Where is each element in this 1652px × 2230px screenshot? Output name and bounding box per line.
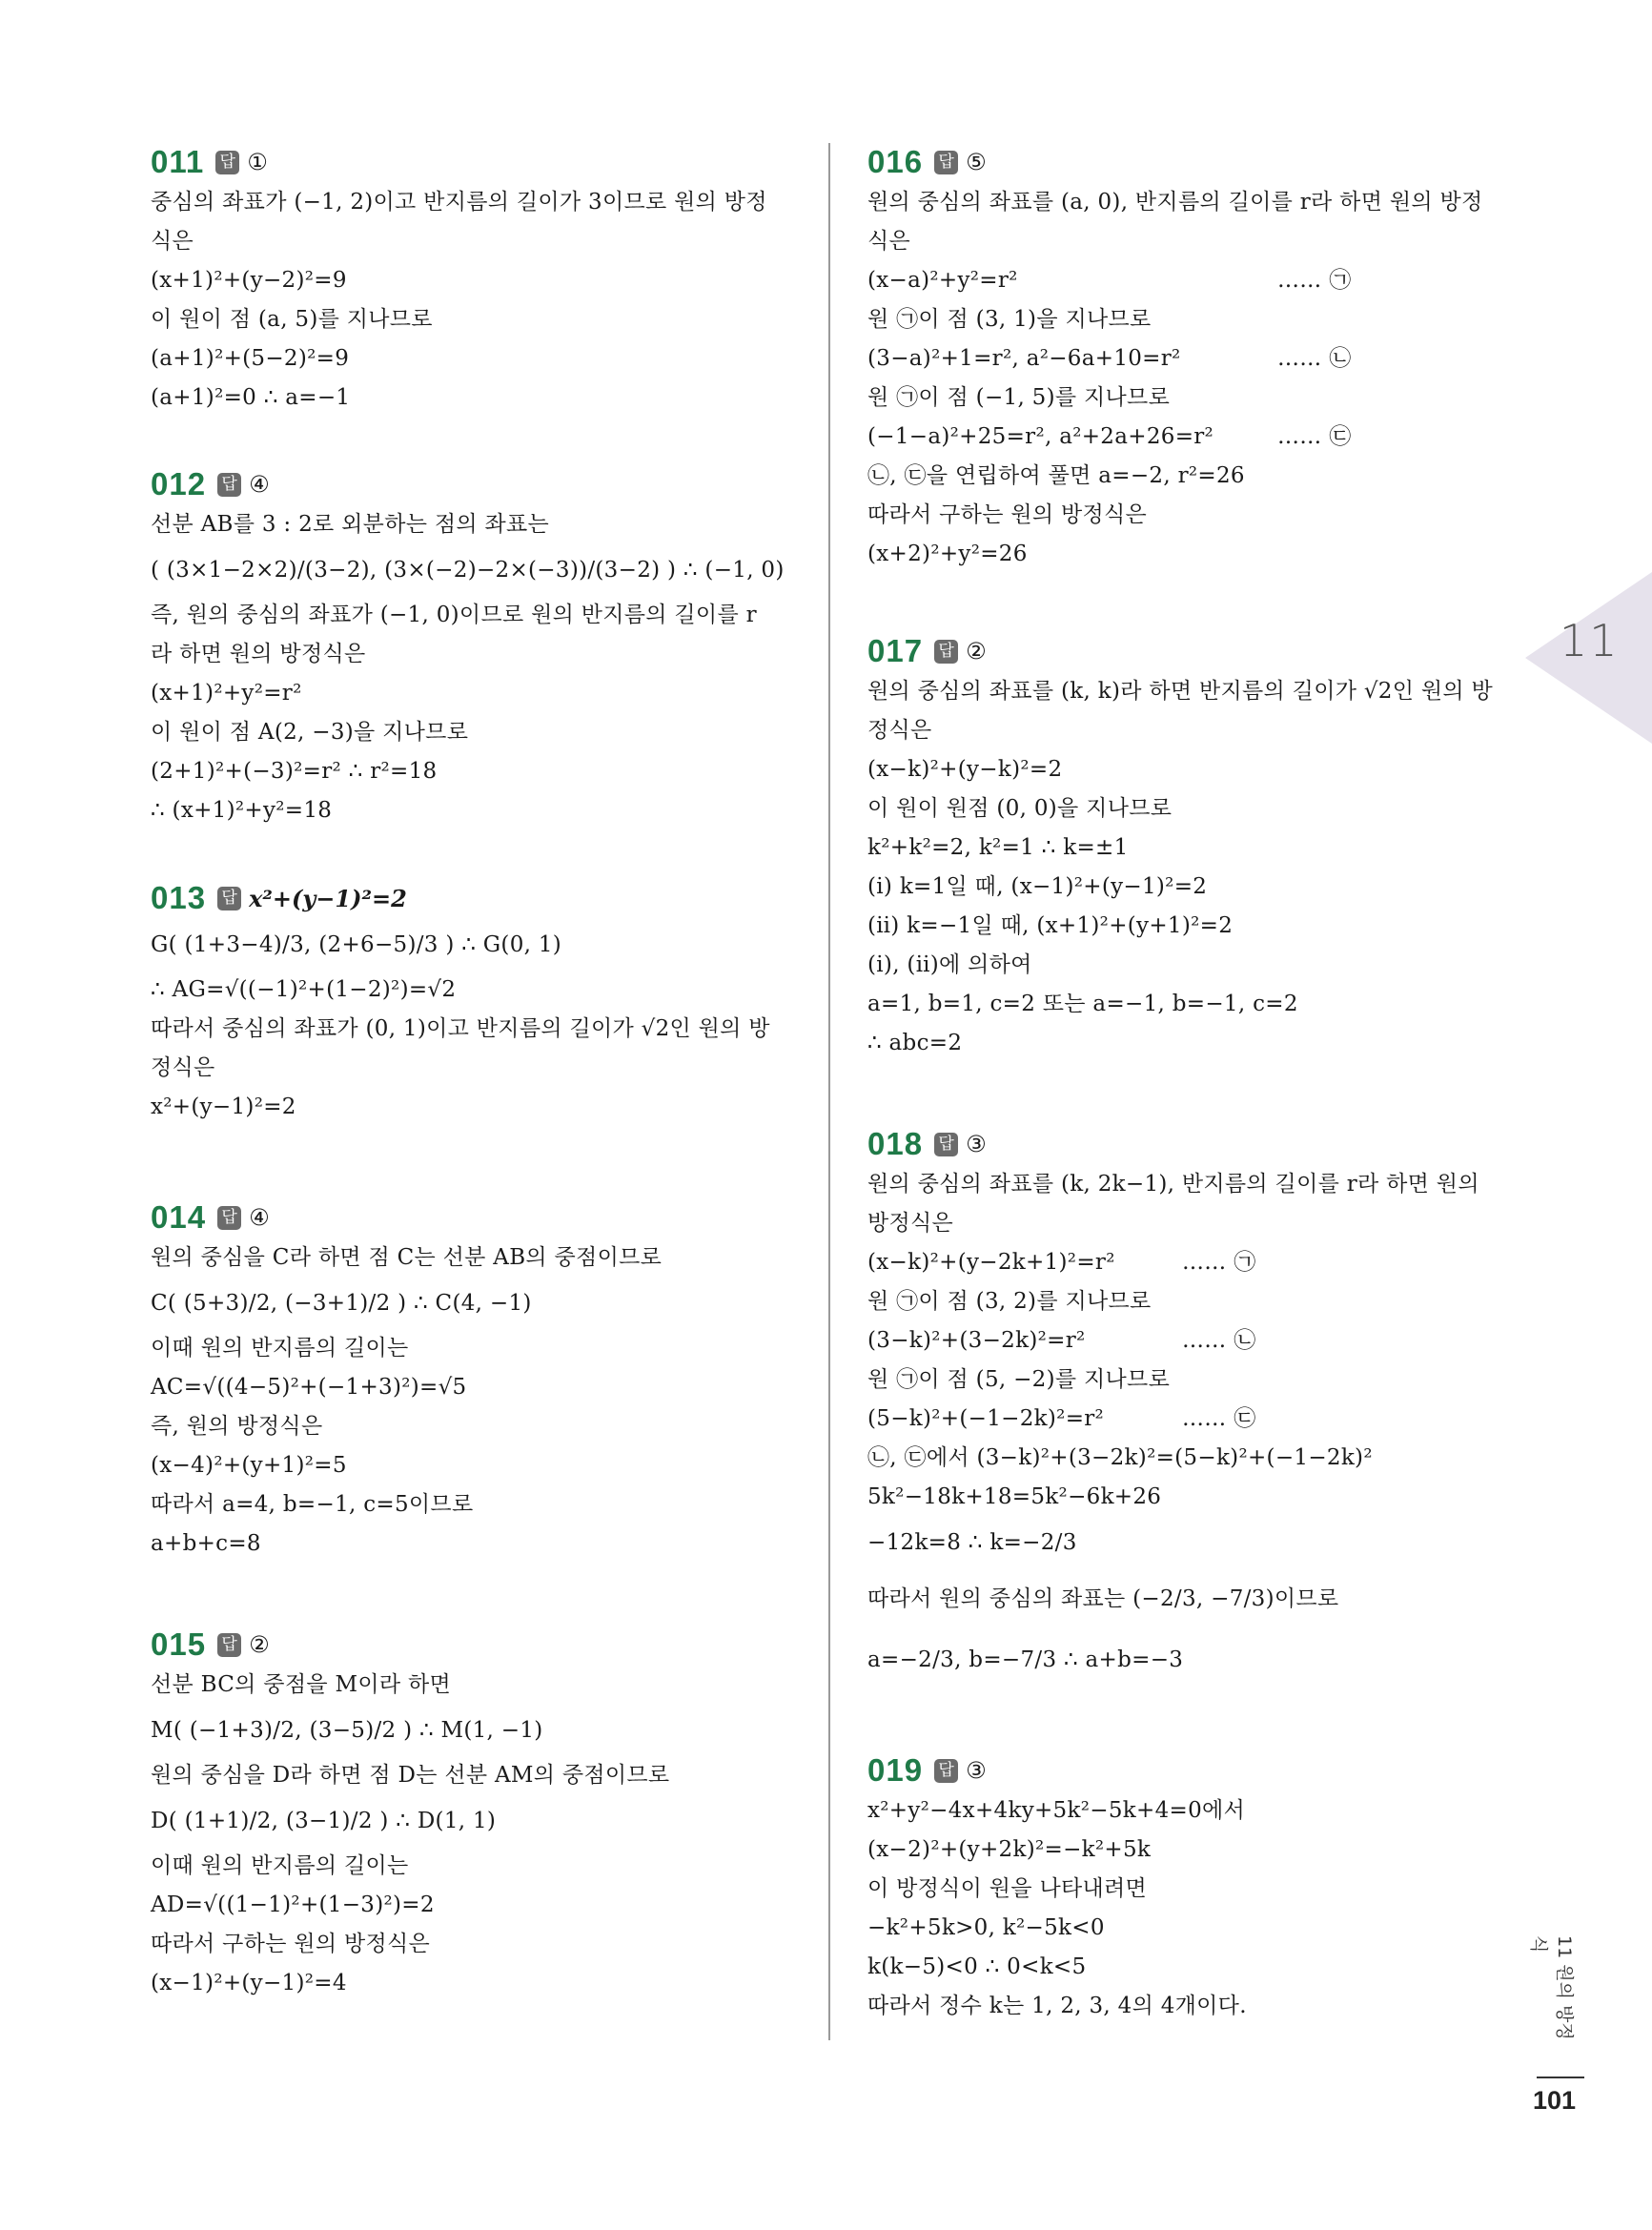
solution-line: 원의 중심의 좌표를 (k, k)라 하면 반지름의 길이가 √2인 원의 방 <box>867 679 1494 704</box>
page-number: 101 <box>1533 2086 1577 2115</box>
solution-line: 식은 <box>867 229 911 254</box>
solution-line: ∴ abc=2 <box>867 1031 963 1055</box>
solution-line <box>867 418 1506 457</box>
solution-line: 이 원이 원점 (0, 0)을 지나므로 <box>867 796 1173 821</box>
solution-line: k²+k²=2, k²=1 ∴ k=±1 <box>867 835 1129 860</box>
solution-line: 선분 BC의 중점을 M이라 하면 <box>151 1672 452 1697</box>
solution-line: (x+1)²+y²=r² <box>151 681 302 706</box>
solution-line: 따라서 중심의 좌표가 (0, 1)이고 반지름의 길이가 √2인 원의 방 <box>151 1016 770 1041</box>
solution-line <box>867 1321 1506 1361</box>
solution-line: 이때 원의 반지름의 길이는 <box>151 1853 409 1878</box>
solution-line: ㉡, ㉢을 연립하여 풀면 a=−2, r²=26 <box>867 463 1245 488</box>
solution-line <box>867 1243 1506 1282</box>
problem-016 <box>867 143 1506 574</box>
solution-line: x²+y²−4x+4ky+5k²−5k+4=0에서 <box>867 1798 1246 1823</box>
solution-line: 중심의 좌표가 (−1, 2)이고 반지름의 길이가 3이므로 원의 방정 <box>151 190 767 215</box>
column-divider <box>828 143 830 2040</box>
solution-line: 원의 중심을 C라 하면 점 C는 선분 AB의 중점이므로 <box>151 1245 663 1270</box>
problem-019 <box>867 1751 1506 2026</box>
solution-line: (ⅱ) k=−1일 때, (x+1)²+(y+1)²=2 <box>867 913 1234 938</box>
solution-line: k(k−5)<0 ∴ 0<k<5 <box>867 1954 1087 1979</box>
solution-line: 선분 AB를 3 : 2로 외분하는 점의 좌표는 <box>151 512 550 537</box>
solution-line: 식은 <box>151 229 194 254</box>
solution-line: AD=√((1−1)²+(1−3)²)=2 <box>151 1892 435 1917</box>
equation-mark: …… ㉡ <box>1182 1328 1256 1353</box>
solution-line: 이때 원의 반지름의 길이는 <box>151 1336 409 1361</box>
problem-018 <box>867 1125 1506 1690</box>
solution-line: a=−2/3, b=−7/3 ∴ a+b=−3 <box>867 1647 1184 1672</box>
solution-line: a=1, b=1, c=2 또는 a=−1, b=−1, c=2 <box>867 992 1298 1016</box>
answer: ② <box>249 1631 270 1658</box>
problem-number: 012 <box>151 466 207 501</box>
equation-mark: …… ㉢ <box>1182 1406 1256 1431</box>
problem-number: 013 <box>151 880 207 915</box>
solution-line: ㉡, ㉢에서 (3−k)²+(3−2k)²=(5−k)²+(−1−2k)² <box>867 1445 1373 1470</box>
solution-line: 라 하면 원의 방정식은 <box>151 642 366 666</box>
solution-line: −12k=8 ∴ k=−2/3 <box>867 1530 1077 1555</box>
solution-line: (x+1)²+(y−2)²=9 <box>151 268 347 293</box>
equation-mark: …… ㉢ <box>1277 424 1352 449</box>
solution-line: x²+(y−1)²=2 <box>151 1095 296 1119</box>
solution-line: 즉, 원의 중심의 좌표가 (−1, 0)이므로 원의 반지름의 길이를 r <box>151 603 757 627</box>
equation: (3−k)²+(3−2k)²=r² <box>867 1328 1086 1353</box>
solution-line: 따라서 a=4, b=−1, c=5이므로 <box>151 1492 474 1517</box>
solution-line: 원의 중심을 D라 하면 점 D는 선분 AM의 중점이므로 <box>151 1763 670 1788</box>
solution-line: 정식은 <box>867 718 932 743</box>
footer-rule <box>1537 2077 1584 2078</box>
solution-line: 이 방정식이 원을 나타내려면 <box>867 1876 1148 1901</box>
problem-012 <box>151 465 789 830</box>
answer-badge: 답 <box>934 151 958 174</box>
problem-017 <box>867 632 1506 1063</box>
solution-line: 따라서 구하는 원의 방정식은 <box>867 502 1148 527</box>
equation: (x−a)²+y²=r² <box>867 268 1018 293</box>
answer: ① <box>247 149 268 175</box>
answer-badge: 답 <box>934 1133 958 1156</box>
answer: x²+(y−1)²=2 <box>249 884 407 912</box>
answer: ② <box>966 638 987 665</box>
solution-line: 방정식은 <box>867 1211 954 1236</box>
answer-badge: 답 <box>217 1206 241 1230</box>
equation: (−1−a)²+25=r², a²+2a+26=r² <box>867 424 1214 449</box>
answer-badge: 답 <box>934 1759 958 1783</box>
solution-line: (ⅰ), (ⅱ)에 의하여 <box>867 952 1032 977</box>
problem-013 <box>151 879 789 1127</box>
solution-line: 원 ㉠이 점 (3, 2)를 지나므로 <box>867 1289 1152 1314</box>
solution-line: ( (3×1−2×2)/(3−2), (3×(−2)−2×(−3))/(3−2) ) ∴ (−1, 0) <box>151 558 785 583</box>
solution-line: 이 원이 점 A(2, −3)을 지나므로 <box>151 720 469 745</box>
equation: (5−k)²+(−1−2k)²=r² <box>867 1406 1105 1431</box>
solution-line: (x−4)²+(y+1)²=5 <box>151 1453 347 1478</box>
solution-line: 즉, 원의 방정식은 <box>151 1414 323 1439</box>
solution-line: (a+1)²=0 ∴ a=−1 <box>151 385 351 410</box>
solution-line: 원 ㉠이 점 (−1, 5)를 지나므로 <box>867 385 1171 410</box>
solution-line: (a+1)²+(5−2)²=9 <box>151 346 350 371</box>
problem-number: 018 <box>867 1126 924 1161</box>
solution-line: AC=√((4−5)²+(−1+3)²)=√5 <box>151 1375 467 1400</box>
problem-015 <box>151 1626 789 2003</box>
solution-line: −k²+5k>0, k²−5k<0 <box>867 1915 1105 1940</box>
solution-line <box>867 261 1506 300</box>
problem-014 <box>151 1198 789 1564</box>
problem-number: 014 <box>151 1199 207 1235</box>
solution-line <box>867 1400 1506 1439</box>
solution-line: C( (5+3)/2, (−3+1)/2 ) ∴ C(4, −1) <box>151 1291 532 1316</box>
chapter-side-title: 11 원의 방정식 <box>1528 1935 1575 2040</box>
solution-line: 따라서 구하는 원의 방정식은 <box>151 1932 431 1956</box>
equation: (3−a)²+1=r², a²−6a+10=r² <box>867 346 1181 371</box>
problem-number: 015 <box>151 1626 207 1662</box>
problem-number: 017 <box>867 633 924 668</box>
problem-number: 011 <box>151 144 205 179</box>
chapter-number: 11 <box>1560 615 1620 666</box>
solution-line: 원의 중심의 좌표를 (a, 0), 반지름의 길이를 r라 하면 원의 방정 <box>867 190 1483 215</box>
answer: ⑤ <box>966 149 987 175</box>
solution-line: 5k²−18k+18=5k²−6k+26 <box>867 1484 1162 1509</box>
solution-line: 원의 중심의 좌표를 (k, 2k−1), 반지름의 길이를 r라 하면 원의 <box>867 1172 1479 1197</box>
equation-mark: …… ㉠ <box>1182 1250 1256 1275</box>
problem-number: 016 <box>867 144 924 179</box>
answer: ③ <box>966 1131 987 1157</box>
solution-line <box>867 339 1506 378</box>
equation: (x−k)²+(y−2k+1)²=r² <box>867 1250 1115 1275</box>
solution-line: (2+1)²+(−3)²=r² ∴ r²=18 <box>151 759 438 784</box>
solution-line: 따라서 원의 중심의 좌표는 (−2/3, −7/3)이므로 <box>867 1586 1339 1611</box>
answer-badge: 답 <box>217 473 241 497</box>
equation-mark: …… ㉠ <box>1277 268 1352 293</box>
solution-line: (x−k)²+(y−k)²=2 <box>867 757 1063 782</box>
problem-011 <box>151 143 789 418</box>
solution-line: (x+2)²+y²=26 <box>867 542 1028 566</box>
solution-line: G( (1+3−4)/3, (2+6−5)/3 ) ∴ G(0, 1) <box>151 932 562 957</box>
solution-line: 따라서 정수 k는 1, 2, 3, 4의 4개이다. <box>867 1994 1247 2018</box>
answer-badge: 답 <box>217 887 241 910</box>
answer-badge: 답 <box>217 1633 241 1657</box>
solution-line: a+b+c=8 <box>151 1531 261 1556</box>
solution-line: 원 ㉠이 점 (3, 1)을 지나므로 <box>867 307 1152 332</box>
solution-line: (ⅰ) k=1일 때, (x−1)²+(y−1)²=2 <box>867 874 1208 899</box>
answer: ③ <box>966 1757 987 1784</box>
answer: ④ <box>249 471 270 498</box>
answer-badge: 답 <box>934 640 958 664</box>
equation-mark: …… ㉡ <box>1277 346 1352 371</box>
solution-line: (x−2)²+(y+2k)²=−k²+5k <box>867 1837 1152 1862</box>
solution-line: 원 ㉠이 점 (5, −2)를 지나므로 <box>867 1367 1171 1392</box>
answer-badge: 답 <box>215 151 239 174</box>
solution-line: ∴ (x+1)²+y²=18 <box>151 798 333 823</box>
solution-line: D( (1+1)/2, (3−1)/2 ) ∴ D(1, 1) <box>151 1809 497 1833</box>
problem-number: 019 <box>867 1752 924 1788</box>
solution-line: (x−1)²+(y−1)²=4 <box>151 1971 347 1995</box>
solution-line: 정식은 <box>151 1055 215 1080</box>
answer: ④ <box>249 1204 270 1231</box>
solution-line: ∴ AG=√((−1)²+(1−2)²)=√2 <box>151 977 457 1002</box>
solution-line: M( (−1+3)/2, (3−5)/2 ) ∴ M(1, −1) <box>151 1718 543 1743</box>
solution-line: 이 원이 점 (a, 5)를 지나므로 <box>151 307 433 332</box>
